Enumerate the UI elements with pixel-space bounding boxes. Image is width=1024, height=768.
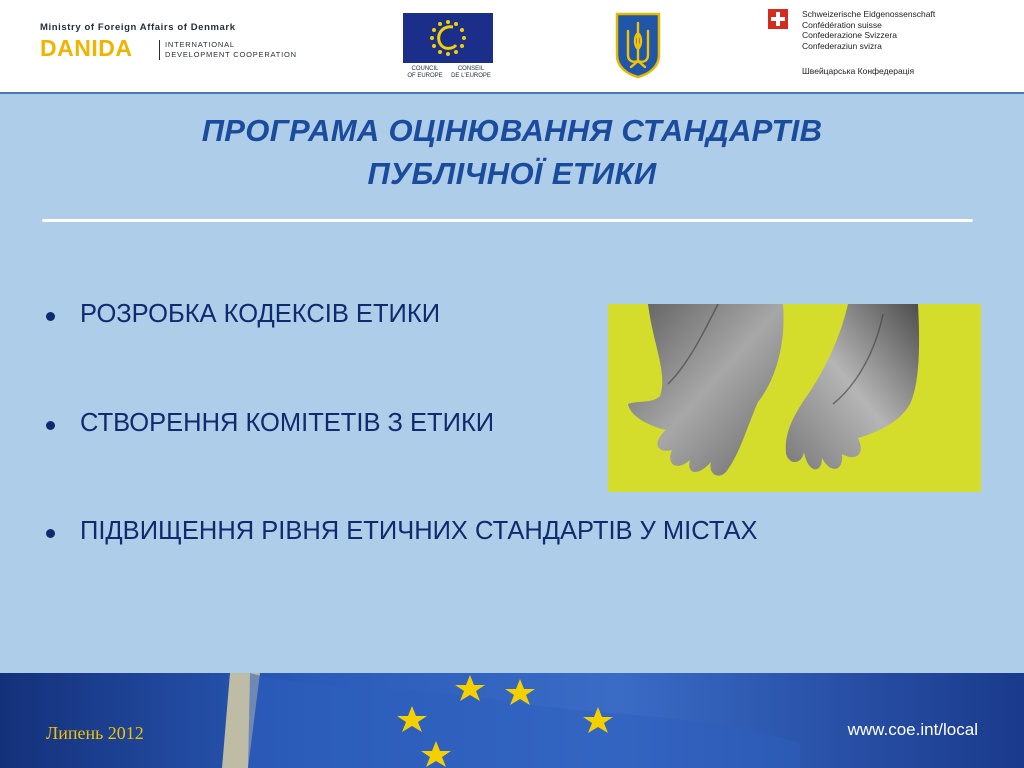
coe-caption-en-line1: COUNCIL: [411, 66, 439, 72]
swiss-confederation-logo: [768, 9, 968, 84]
coe-caption-en-line2: OF EUROPE: [407, 73, 443, 79]
danida-logo: [40, 22, 300, 72]
danida-subtitle: [165, 40, 297, 59]
swiss-flag-icon: [768, 9, 788, 29]
hands-photo: [608, 304, 981, 492]
swiss-name-ua: Швейцарська Конфедерація: [802, 66, 915, 76]
coe-caption-fr-line1: CONSEIL: [457, 66, 485, 72]
danida-subtitle-line1: INTERNATIONAL: [165, 40, 235, 49]
footer-date: Липень 2012: [46, 723, 144, 743]
slide-title: [60, 109, 964, 195]
bullet-text: СТВОРЕННЯ КОМІТЕТІВ З ЕТИКИ: [80, 409, 495, 437]
header-divider: [0, 92, 1024, 94]
council-of-europe-logo: [403, 13, 493, 83]
ukraine-coat-of-arms-icon: [613, 11, 663, 79]
footer-url-link[interactable]: www.coe.int/local: [847, 720, 978, 739]
coe-caption-fr: [449, 66, 493, 80]
swiss-names: [802, 9, 935, 51]
slide-title-line1: ПРОГРАМА ОЦІНЮВАННЯ СТАНДАРТІВ: [201, 113, 823, 148]
bullet-text: ПІДВИЩЕННЯ РІВНЯ ЕТИЧНИХ СТАНДАРТІВ У МІСТАХ: [80, 517, 758, 545]
coe-flag-icon: [403, 13, 493, 63]
swiss-name-rm: Confederaziun svizra: [802, 40, 882, 51]
header-logo-bar: [0, 0, 1024, 92]
swiss-name-fr: Confédération suisse: [802, 19, 882, 30]
bullet-dot-icon: [46, 529, 55, 538]
coe-caption-fr-line2: DE L'EUROPE: [451, 73, 491, 79]
bullet-dot-icon: [46, 421, 55, 430]
coe-caption-en: [403, 66, 447, 80]
slide-title-line2: ПУБЛІЧНОЇ ЕТИКИ: [367, 156, 657, 191]
swiss-name-de: Schweizerische Eidgenossenschaft: [802, 9, 936, 19]
bullet-text: РОЗРОБКА КОДЕКСІВ ЕТИКИ: [80, 300, 441, 328]
danida-divider: [159, 40, 160, 60]
danida-subtitle-line2: DEVELOPMENT COOPERATION: [165, 49, 297, 59]
title-underline: [42, 219, 973, 222]
swiss-name-it: Confederazione Svizzera: [802, 30, 897, 40]
bullet-dot-icon: [46, 312, 55, 321]
danida-ministry-text: Ministry of Foreign Affairs of Denmark: [40, 22, 236, 33]
danida-brand: DANIDA: [40, 35, 133, 61]
